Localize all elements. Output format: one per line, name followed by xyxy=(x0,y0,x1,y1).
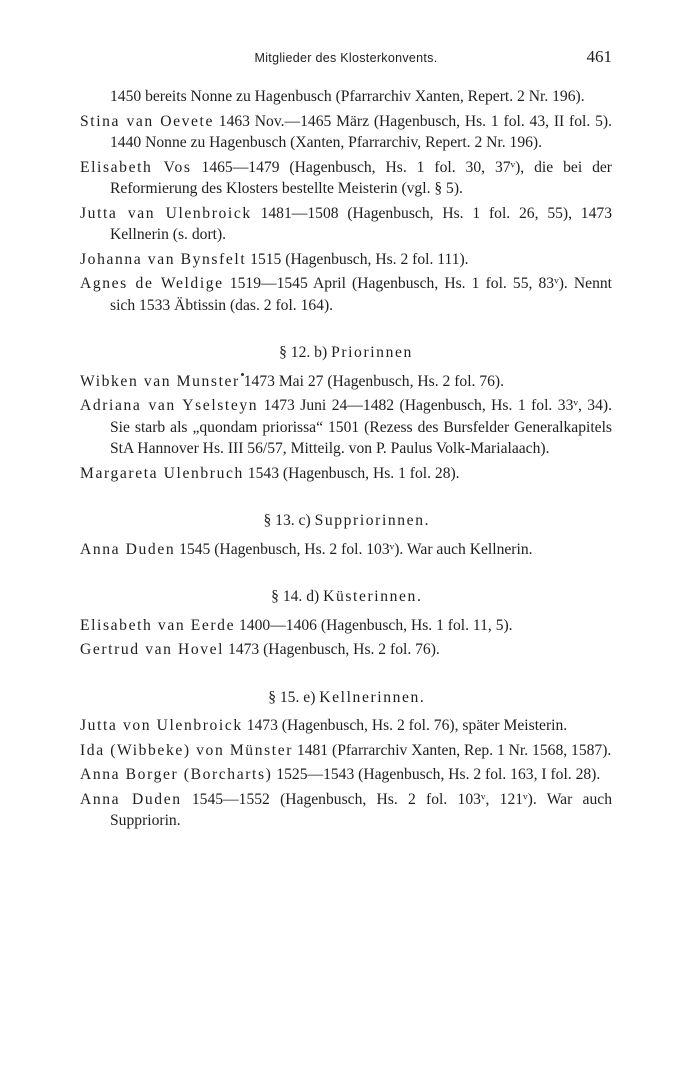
person-entry xyxy=(80,639,612,661)
entry-text: 1465—1479 (Hagenbusch, Hs. 1 fol. 30, 37ᵛ), die bei der Reformierung des Klosters bestellte Meisterin (vgl. § 5). xyxy=(110,158,612,197)
section-title: Suppriorinnen xyxy=(314,512,425,529)
section-punct: . xyxy=(416,588,421,605)
person-entry xyxy=(80,740,612,762)
person-entry xyxy=(80,764,612,786)
person-entry xyxy=(80,111,612,154)
entry-text: 1463 Nov.—1465 März (Hagenbusch, Hs. 1 fol. 43, II fol. 5). 1440 Nonne zu Hagenbusch (Xanten, Pfarrarchiv, Repert. 2 Nr. 196). xyxy=(110,112,612,151)
entry-text: 1450 bereits Nonne zu Hagenbusch (Pfarrarchiv Xanten, Repert. 2 Nr. 196). xyxy=(110,88,585,105)
person-name: Anna Duden xyxy=(80,790,182,808)
person-name: Elisabeth Vos xyxy=(80,158,192,176)
running-head xyxy=(80,47,612,69)
entry-text: 1519—1545 April (Hagenbusch, Hs. 1 fol. 55, 83ᵛ). Nennt sich 1533 Äbtissin (das. 2 fol. 164). xyxy=(110,275,612,314)
person-entry xyxy=(80,615,612,637)
entry-text: 1545—1552 (Hagenbusch, Hs. 2 fol. 103ᵛ, 121ᵛ). War auch Suppriorin. xyxy=(110,790,612,829)
person-name: Jutta van Ulenbroick xyxy=(80,204,252,222)
person-name: Elisabeth van Eerde xyxy=(80,616,236,634)
entry-text: 1545 (Hagenbusch, Hs. 2 fol. 103ᵛ). War auch Kellnerin. xyxy=(175,540,533,558)
person-entry xyxy=(80,463,612,485)
person-entry xyxy=(80,273,612,316)
entry-text: 1481 (Pfarrarchiv Xanten, Rep. 1 Nr. 1568, 1587). xyxy=(293,741,612,759)
person-name: Stina van Oevete xyxy=(80,112,214,130)
section-number: § 12. b) xyxy=(279,344,328,361)
section-punct: . xyxy=(424,512,429,529)
section-title: Priorinnen xyxy=(331,344,413,361)
page-number: 461 xyxy=(586,47,612,66)
person-name: Wibken van Munster xyxy=(80,372,240,390)
entry-text: 1473 (Hagenbusch, Hs. 2 fol. 76), später Meisterin. xyxy=(242,717,568,734)
section-heading xyxy=(80,510,612,532)
person-name: Agnes de Weldige xyxy=(80,275,224,292)
section-punct: . xyxy=(419,688,424,706)
person-entry xyxy=(80,715,612,737)
section-heading xyxy=(80,586,612,608)
page-body xyxy=(80,86,612,835)
person-name: Johanna van Bynsfelt xyxy=(80,250,247,268)
entry-text: 1473 Juni 24—1482 (Hagenbusch, Hs. 1 fol. 33ᵛ, 34). Sie starb als „quondam priorissa“ 1501 (Rezess des Bursfelder Generalkapitels StA Hannover Hs. III 56/57, Mitteilg. von P. Paulus Volk-Marialaach). xyxy=(110,397,612,457)
entry-text: 1481—1508 (Hagenbusch, Hs. 1 fol. 26, 55), 1473 Kellnerin (s. dort). xyxy=(110,204,612,243)
person-name: Anna Duden xyxy=(80,540,176,558)
entry-continuation xyxy=(80,86,612,108)
person-name: Adriana van Yselsteyn xyxy=(80,397,259,414)
person-entry xyxy=(80,203,612,246)
entry-text: 1515 (Hagenbusch, Hs. 2 fol. 111). xyxy=(246,250,469,268)
entry-text: 1473 Mai 27 (Hagenbusch, Hs. 2 fol. 76). xyxy=(239,372,505,390)
section-title: Kellnerinnen xyxy=(319,688,420,706)
person-name: Jutta von Ulenbroick xyxy=(80,717,243,734)
section-number: § 13. c) xyxy=(263,512,311,529)
running-title: Mitglieder des Klosterkonvents. xyxy=(254,51,438,65)
person-name: Gertrud van Hovel xyxy=(80,641,225,658)
entry-text: 1473 (Hagenbusch, Hs. 2 fol. 76). xyxy=(224,641,440,658)
person-entry xyxy=(80,249,612,271)
entry-text: 1525—1543 (Hagenbusch, Hs. 2 fol. 163, I fol. 28). xyxy=(272,766,601,783)
person-name: Ida (Wibbeke) von Münster xyxy=(80,741,294,759)
entry-text: 1543 (Hagenbusch, Hs. 1 fol. 28). xyxy=(243,464,460,482)
person-name: Anna Borger (Borcharts) xyxy=(80,766,273,783)
entry-text: 1400—1406 (Hagenbusch, Hs. 1 fol. 11, 5). xyxy=(235,616,513,634)
section-number: § 15. e) xyxy=(268,688,316,706)
person-entry xyxy=(80,395,612,460)
section-heading xyxy=(80,342,612,364)
person-entry xyxy=(80,371,612,393)
section-title: Küsterinnen xyxy=(323,588,417,605)
person-entry xyxy=(80,789,612,832)
person-name: Margareta Ulenbruch xyxy=(80,464,244,482)
section-heading xyxy=(80,687,612,709)
person-entry xyxy=(80,157,612,200)
section-number: § 14. d) xyxy=(271,588,320,605)
person-entry xyxy=(80,539,612,561)
